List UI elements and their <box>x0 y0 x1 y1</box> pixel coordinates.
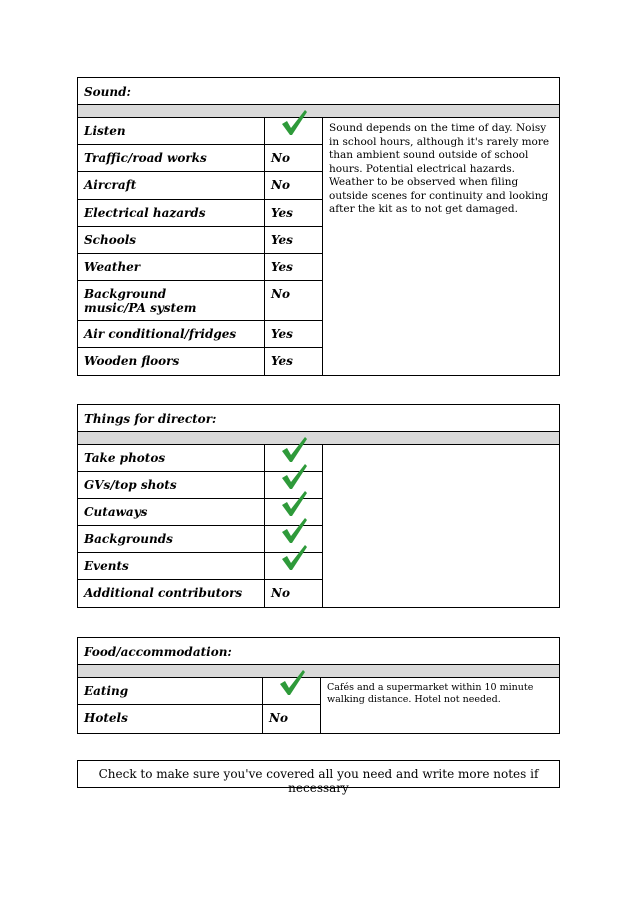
food-heading: Food/accommodation: <box>78 638 559 665</box>
food-notes: Cafés and a supermarket within 10 minute walking distance. Hotel not needed. <box>327 682 534 705</box>
checkmark-icon <box>279 107 309 137</box>
checkmark-icon <box>279 488 309 518</box>
table-row <box>78 254 323 281</box>
row-value: Yes <box>265 348 323 375</box>
row-label: Background music/PA system <box>78 281 265 320</box>
sound-notes: Sound depends on the time of day. Noisy in school hours, although it's rarely more than ambient sound outside of school hours. Potential electrical hazards. Weather to be observed when filing outside scenes for continuity and looking after the kit as to not get damaged. <box>329 122 550 215</box>
row-label: Eating <box>78 678 263 704</box>
table-row <box>78 580 323 607</box>
row-value: Yes <box>265 254 323 280</box>
row-label: Air conditional/fridges <box>78 321 265 347</box>
director-table <box>77 404 560 608</box>
row-label: Traffic/road works <box>78 145 265 171</box>
sound-header-band <box>78 105 559 118</box>
sound-table <box>77 77 560 376</box>
table-row <box>78 145 323 172</box>
table-row <box>78 227 323 254</box>
table-row <box>78 705 321 733</box>
food-rows <box>78 678 321 733</box>
row-label: Aircraft <box>78 172 265 199</box>
row-label: Cutaways <box>78 499 265 525</box>
row-value: No <box>265 172 323 199</box>
row-value: Yes <box>265 227 323 253</box>
checkmark-icon <box>279 461 309 491</box>
checkmark-icon <box>279 434 309 464</box>
director-rows <box>78 445 323 607</box>
row-value: Yes <box>265 200 323 226</box>
row-label: Listen <box>78 118 265 144</box>
table-row <box>78 200 323 227</box>
table-row <box>78 281 323 321</box>
table-row <box>78 348 323 375</box>
footer-note: Check to make sure you've covered all you need and write more notes if necessary <box>77 760 560 788</box>
row-value: Yes <box>265 321 323 347</box>
row-label: Wooden floors <box>78 348 265 375</box>
table-row <box>78 553 323 580</box>
row-label: Additional contributors <box>78 580 265 607</box>
row-value: No <box>263 705 321 733</box>
row-label: Schools <box>78 227 265 253</box>
row-label: Weather <box>78 254 265 280</box>
director-heading: Things for director: <box>78 405 559 432</box>
row-label: GVs/top shots <box>78 472 265 498</box>
row-label: Hotels <box>78 705 263 733</box>
table-row <box>78 321 323 348</box>
row-label: Events <box>78 553 265 579</box>
director-header-band <box>78 432 559 445</box>
row-value <box>265 118 323 144</box>
table-row <box>78 172 323 200</box>
row-value <box>265 553 323 579</box>
food-header-band <box>78 665 559 678</box>
checkmark-icon <box>277 667 307 697</box>
table-row <box>78 678 321 705</box>
checkmark-icon <box>279 542 309 572</box>
row-value: No <box>265 145 323 171</box>
sound-heading: Sound: <box>78 78 559 105</box>
row-label: Electrical hazards <box>78 200 265 226</box>
checkmark-icon <box>279 515 309 545</box>
row-value: No <box>265 580 323 607</box>
director-notes <box>323 445 559 607</box>
row-label: Take photos <box>78 445 265 471</box>
row-value: No <box>265 281 323 320</box>
row-label: Backgrounds <box>78 526 265 552</box>
sound-rows <box>78 118 323 375</box>
table-row <box>78 118 323 145</box>
food-table <box>77 637 560 734</box>
row-value <box>263 678 321 704</box>
